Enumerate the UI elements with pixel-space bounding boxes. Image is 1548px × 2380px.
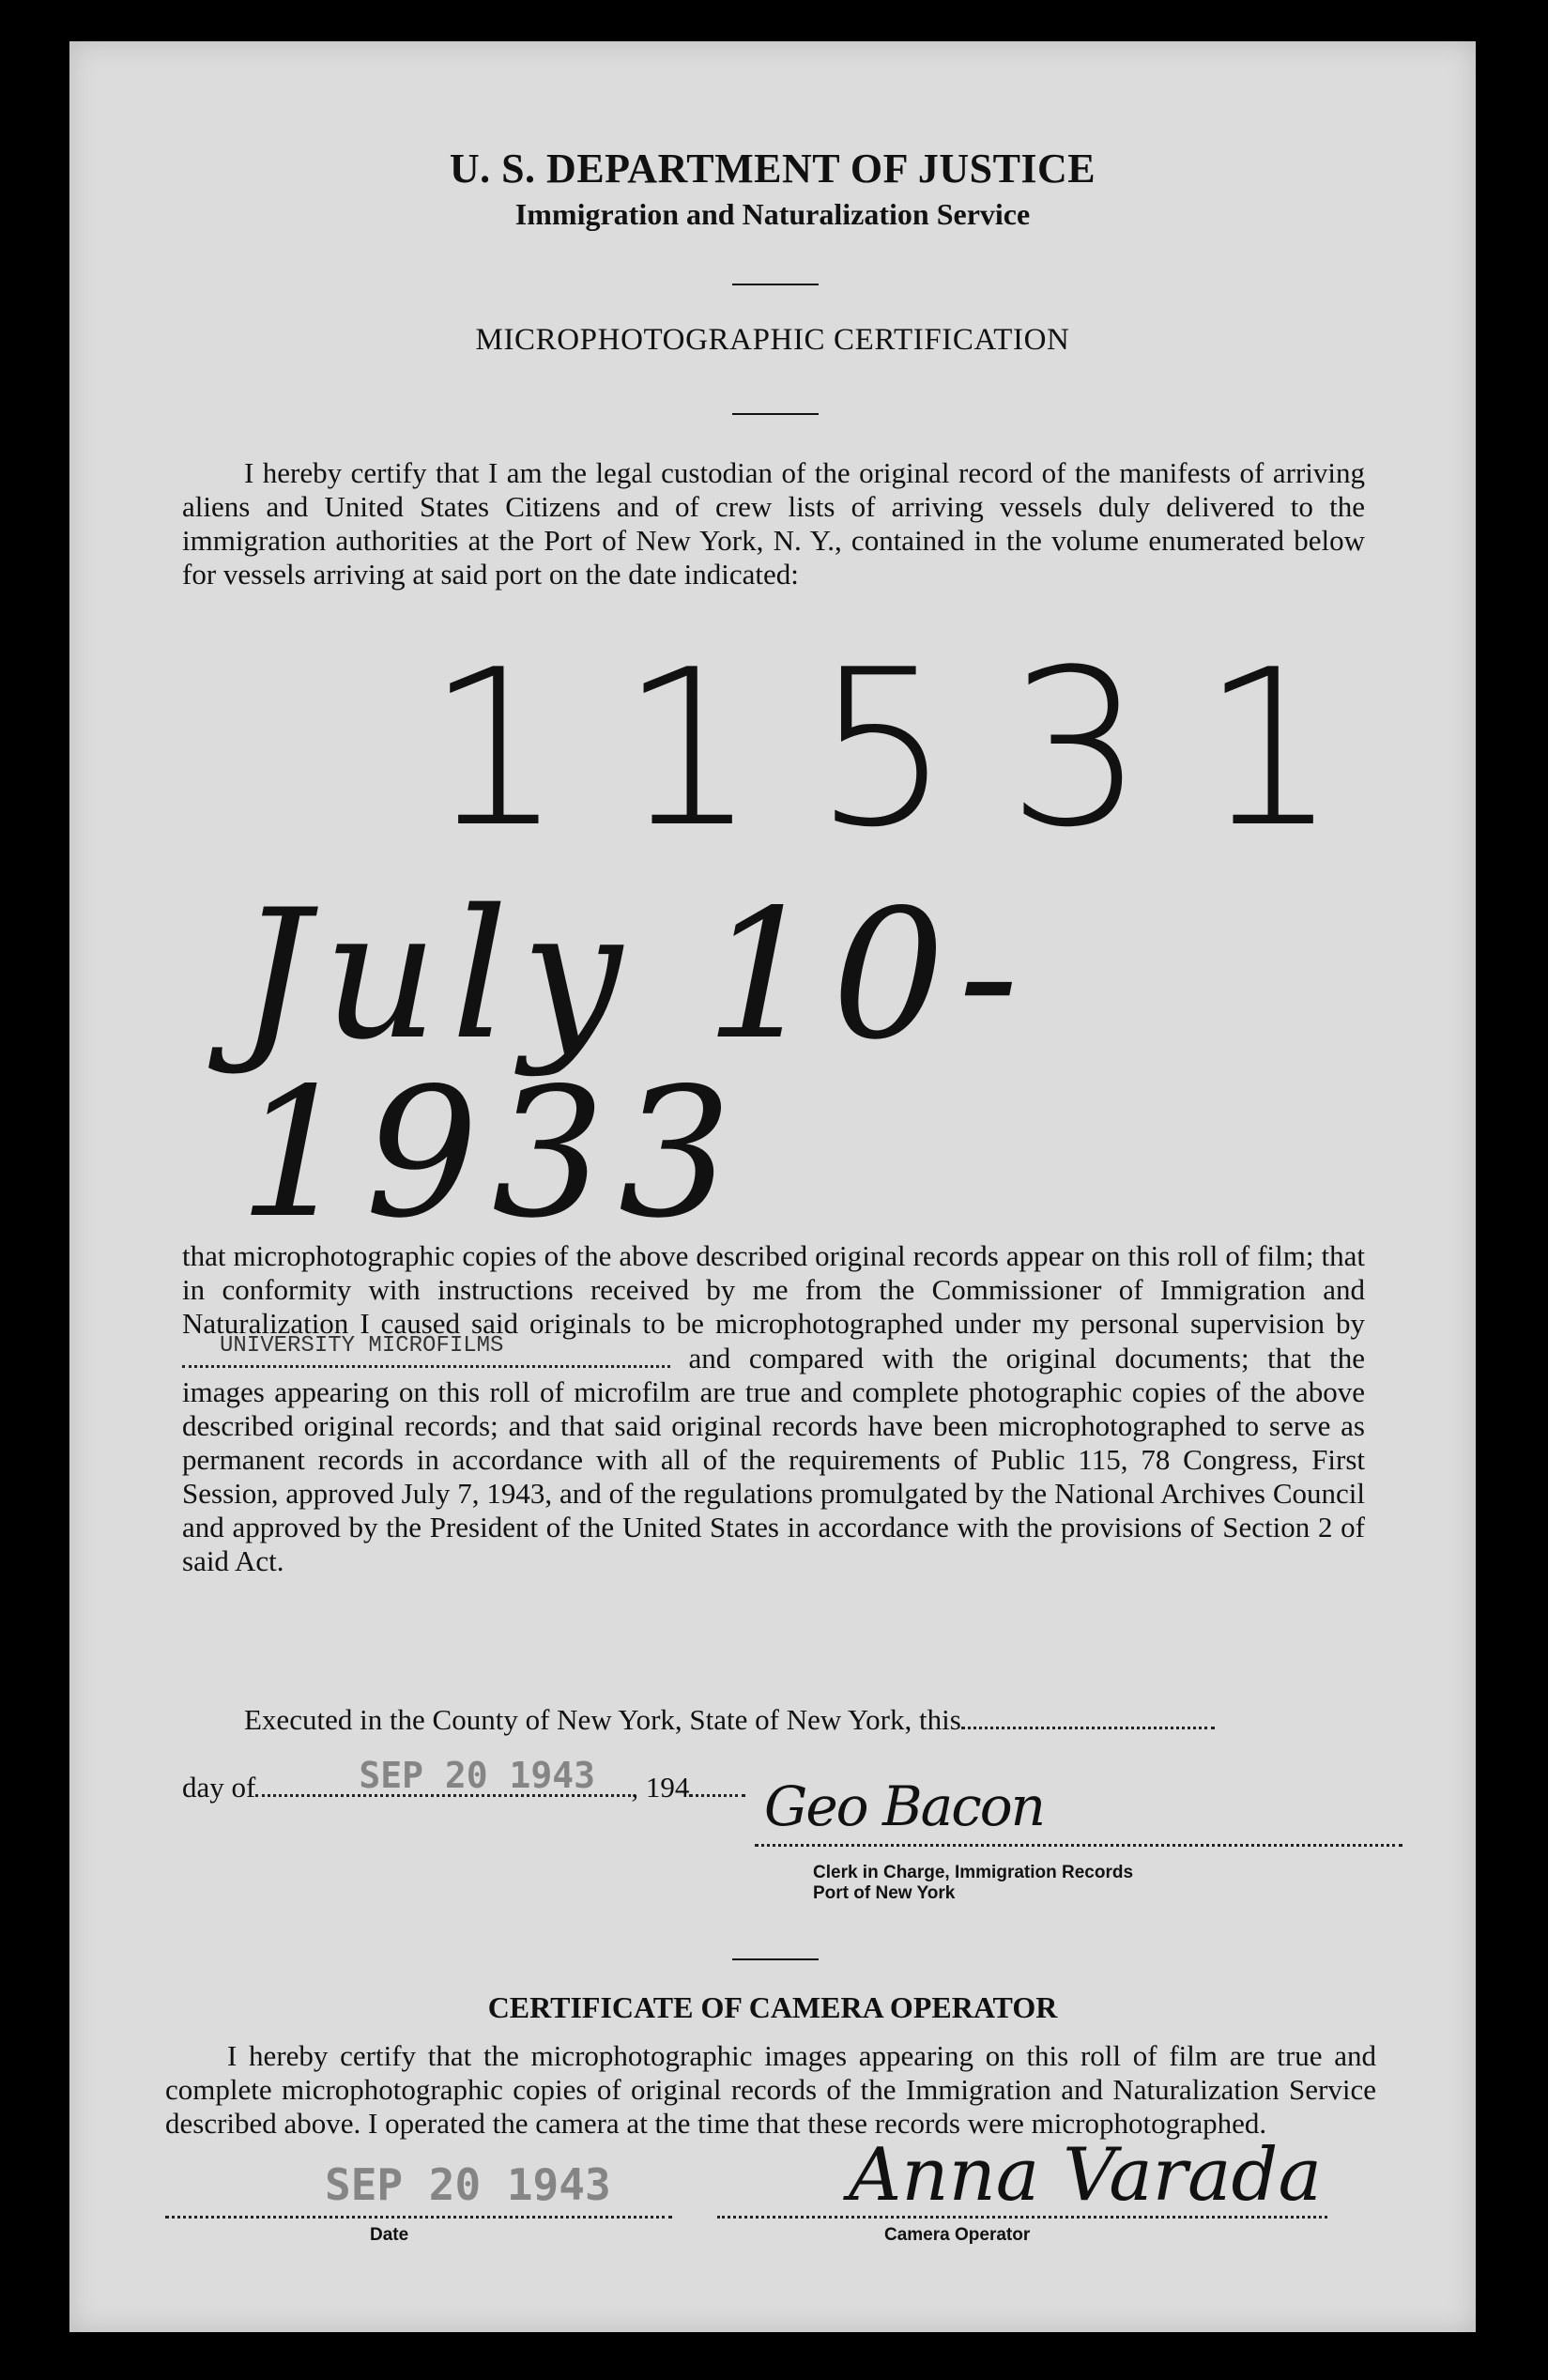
clerk-title: Clerk in Charge, Immigration Records — [813, 1863, 1134, 1882]
camera-operator-signature: Anna Varada — [849, 2133, 1322, 2218]
body-text-1: that microphotographic copies of the above described original records appear on this roll of film; that in conformity with instructions received by me from the Commissioner of Immigration and Naturalization I caused said originals to be microphotographed under my personal supervision by — [182, 1239, 1365, 1340]
camera-date-label: Date — [370, 2225, 409, 2245]
camera-operator-line — [717, 2216, 1327, 2219]
year-prefix: , 194 — [631, 1771, 690, 1804]
handwritten-volume-number: 11531 — [426, 624, 1395, 875]
divider-top — [732, 284, 819, 285]
body-text-2: and compared with the original documents; that the images appearing on this roll of microfilm are true and complete photographic copies of the above described original records; and that said original records have been microphotographed to serve as permanent records in accordance with all of the requirements of Public 115, 78 Congress, First Session, approved July 7, 1943, and of the regulations promulgated by the National Archives Council and approved by the President of the United States in accordance with the provisions of Section 2 of said Act. — [182, 1342, 1365, 1577]
executed-day-blank — [961, 1706, 1215, 1729]
clerk-signature: Geo Bacon — [764, 1774, 1044, 1838]
divider-second — [732, 413, 819, 415]
executed-text: Executed in the County of New York, State of New York, this — [244, 1703, 961, 1736]
certificate-page — [69, 41, 1476, 2332]
camera-date-line — [165, 2216, 672, 2219]
handwritten-volume-date: July 10-1933 — [238, 871, 1033, 1257]
clerk-signature-line — [755, 1844, 1402, 1847]
day-of-label: day of — [182, 1771, 256, 1804]
department-heading: U. S. DEPARTMENT OF JUSTICE — [449, 146, 1096, 192]
camera-operator-label: Camera Operator — [884, 2225, 1031, 2245]
service-subheading: Immigration and Naturalization Service — [514, 197, 1031, 231]
certification-title: MICROPHOTOGRAPHIC CERTIFICATION — [475, 323, 1070, 357]
date-stamp: SEP 20 1943 — [359, 1755, 596, 1796]
supervisor-line — [182, 1333, 670, 1368]
clerk-caption — [813, 1863, 1133, 1904]
supervisor-typed: UNIVERSITY MICROFILMS — [220, 1333, 504, 1359]
camera-date-stamp: SEP 20 1943 — [325, 2159, 611, 2210]
certification-intro: I hereby certify that I am the legal custodian of the original record of the manifests of arriving aliens and United States Citizens and of crew lists of arriving vessels duly delivered to the immigration authorities at the Port of New York, N. Y., contained in the volume enumerated below for vessels arriving at said port on the date indicated: — [182, 456, 1365, 591]
year-blank — [689, 1773, 745, 1797]
camera-certificate-text: I hereby certify that the microphotographic images appearing on this roll of film are true and complete microphotographic copies of original records of the Immigration and Naturalization Service described above. I operated the camera at the time that these records were microphotographed. — [165, 2039, 1376, 2140]
executed-line — [244, 1703, 1215, 1737]
day-of-line — [182, 1755, 745, 1804]
certification-body — [182, 1239, 1365, 1578]
clerk-port: Port of New York — [813, 1883, 956, 1903]
day-of-blank — [255, 1755, 631, 1797]
divider-camera — [732, 1958, 819, 1960]
camera-certificate-title: CERTIFICATE OF CAMERA OPERATOR — [487, 1990, 1058, 2024]
